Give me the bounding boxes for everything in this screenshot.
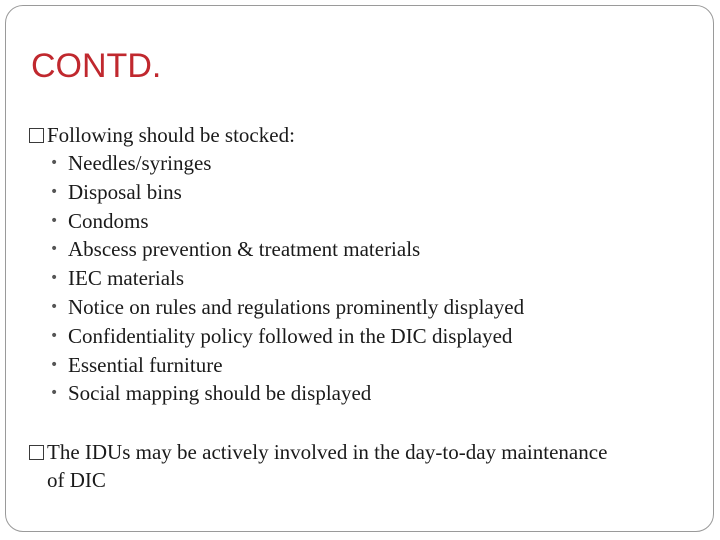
bullet-dot-icon: •: [50, 298, 59, 315]
list-item: [27, 379, 707, 408]
bullet-dot-icon: •: [50, 327, 59, 344]
checkbox-bullet-icon: [29, 445, 44, 460]
bullet-stocked-items: [27, 121, 707, 149]
list-item-text: Disposal bins: [68, 179, 182, 204]
bullet-text: Following should be stocked:: [47, 123, 295, 147]
list-item-text: Confidentiality policy followed in the DIC displayed: [68, 323, 513, 348]
list-item: [27, 149, 707, 178]
bullet-dot-icon: •: [50, 183, 59, 200]
list-item-text: Essential furniture: [68, 352, 223, 377]
list-item: [27, 207, 707, 236]
bullet-dot-icon: •: [50, 270, 59, 287]
bullet-dot-icon: •: [50, 241, 59, 258]
list-item-text: Notice on rules and regulations prominently displayed: [68, 294, 525, 319]
checkbox-bullet-icon: [29, 128, 44, 143]
list-item: [27, 178, 707, 207]
list-item-text: Social mapping should be displayed: [68, 381, 372, 406]
list-item: [27, 264, 707, 293]
list-item: [27, 351, 707, 380]
bullet-dot-icon: •: [50, 385, 59, 402]
list-item-text: Condoms: [68, 208, 149, 233]
bullet-dot-icon: •: [50, 212, 59, 229]
list-item: [27, 235, 707, 264]
list-item: [27, 293, 707, 322]
list-item: [27, 322, 707, 351]
list-item-text: Abscess prevention & treatment materials: [68, 237, 421, 262]
stocked-items-list: [27, 149, 707, 408]
bullet-dot-icon: •: [50, 356, 59, 373]
slide-title: CONTD.: [31, 47, 162, 85]
bullet-text-line-1: The IDUs may be actively involved in the day-to-day maintenance: [47, 440, 608, 465]
bullet-idu-involvement: [27, 438, 707, 494]
bullet-text-line-2: of DIC: [47, 468, 106, 493]
list-item-text: IEC materials: [68, 266, 185, 291]
slide-content: [27, 121, 707, 494]
bullet-dot-icon: •: [50, 155, 59, 171]
list-item-text: Needles/syringes: [68, 151, 212, 175]
